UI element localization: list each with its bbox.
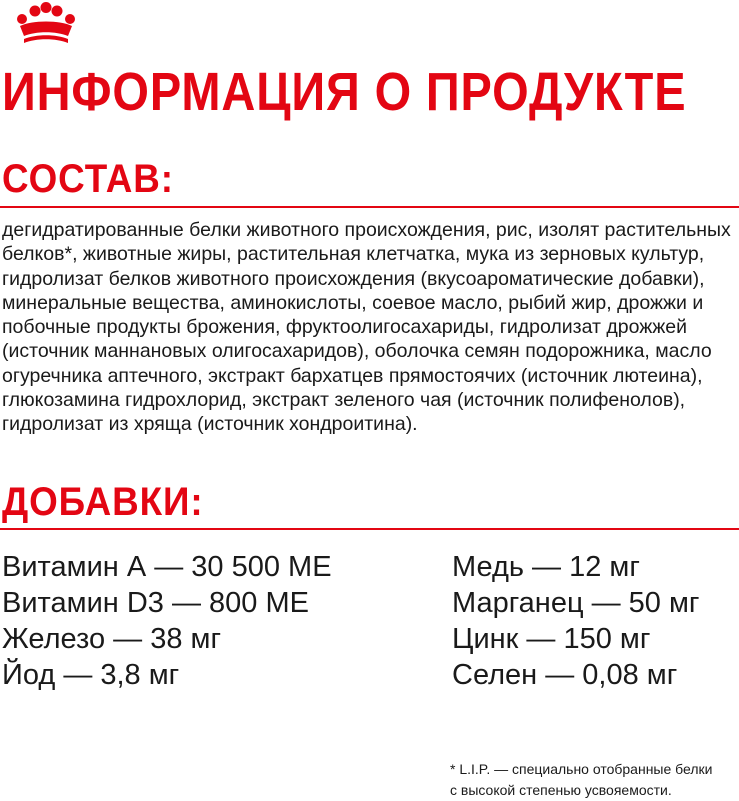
additive-item: Железо — 38 мг	[2, 623, 222, 655]
additive-item: Марганец — 50 мг	[452, 587, 700, 619]
composition-divider	[0, 206, 739, 208]
additives-divider	[0, 528, 739, 530]
composition-text: дегидратированные белки животного происхождения, рис, изолят растительных белков*, животные жиры, растительная клетчатка, мука из зерновых культур, гидролизат белков животного происхождения (вкусоароматические добавки), минеральные вещества, аминокислоты, соевое масло, рыбий жир, дрожжи и побочные продукты брожения, фруктоолигосахариды, гидролизат дрожжей (источник маннановых олигосахаридов), оболочка семян подорожника, масло огуречника аптечного, экстракт бархатцев прямостоячих (источник лютеина), глюкозамина гидрохлорид, экстракт зеленого чая (источник полифенолов), гидролизат из хряща (источник хондроитина).	[2, 219, 731, 436]
footnote	[450, 759, 712, 801]
footnote-line: * L.I.P. — специально отобранные белки	[450, 761, 713, 777]
page-title: ИНФОРМАЦИЯ О ПРОДУКТЕ	[2, 62, 687, 122]
crown-icon	[14, 2, 78, 46]
additives-list-left	[2, 549, 332, 693]
additives-heading: ДОБАВКИ:	[2, 480, 204, 524]
additive-item: Витамин А — 30 500 МЕ	[2, 551, 332, 583]
additive-item: Витамин D3 — 800 МЕ	[2, 587, 309, 619]
additive-item: Цинк — 150 мг	[452, 623, 651, 655]
additive-item: Медь — 12 мг	[452, 551, 640, 583]
additive-item: Селен — 0,08 мг	[452, 659, 678, 691]
footnote-line: с высокой степенью усвояемости.	[450, 782, 672, 798]
additives-list-right	[452, 549, 700, 693]
additive-item: Йод — 3,8 мг	[2, 659, 180, 691]
composition-heading: СОСТАВ:	[2, 157, 174, 201]
